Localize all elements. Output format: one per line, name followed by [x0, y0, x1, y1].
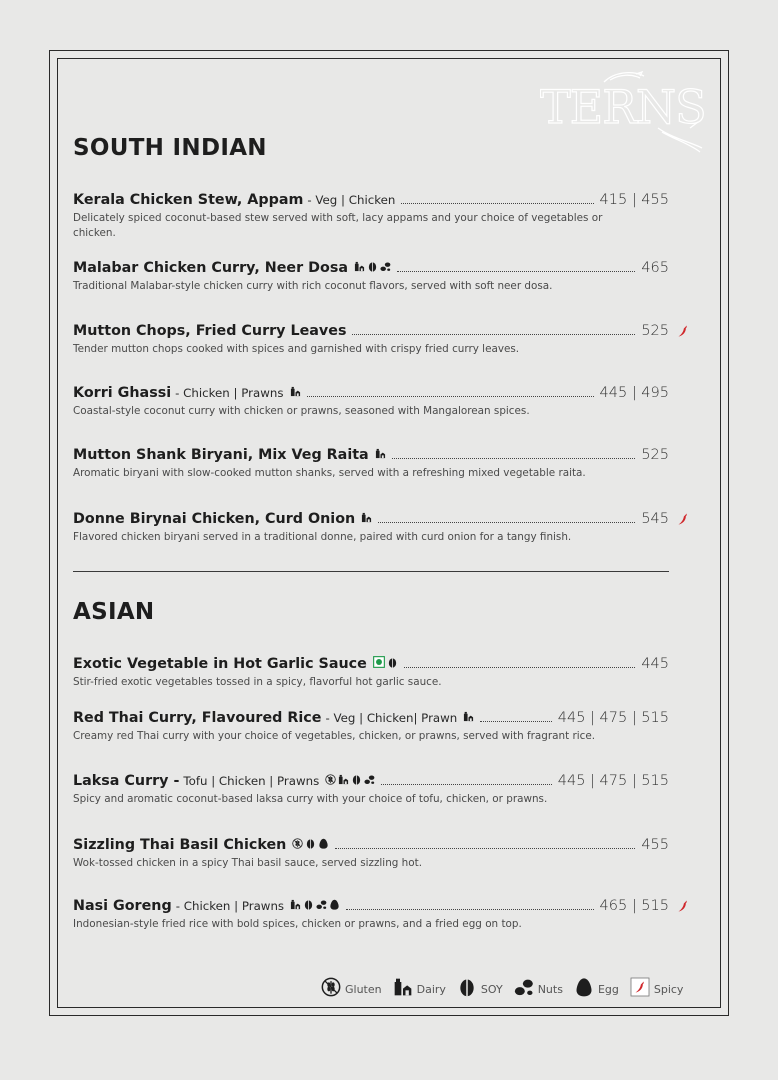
dish-description: Tender mutton chops cooked with spices and garnished with crispy fried curry leaves.: [73, 343, 520, 355]
allergen-icons: [290, 383, 301, 403]
dish-description: Spicy and aromatic coconut-based laksa curry with your choice of tofu, chicken, or prawns.: [73, 793, 548, 805]
allergen-icons: [292, 835, 329, 855]
menu-item: [73, 706, 669, 744]
menu-item-row: [73, 706, 669, 728]
menu-item-row: [73, 188, 669, 210]
dish-description: Traditional Malabar-style chicken curry with rich coconut flavors, served with soft neer dosa.: [73, 280, 553, 292]
legend-label: SOY: [480, 982, 503, 996]
dish-options: - Chicken | Prawns: [175, 386, 284, 400]
veg-icon: [373, 656, 385, 668]
soy-icon: [305, 838, 316, 849]
dish-name: Laksa Curry -: [73, 773, 180, 789]
section-title: SOUTH INDIAN: [73, 135, 267, 161]
dotted-leader: [378, 522, 635, 523]
menu-item-row: [73, 381, 669, 403]
dish-name: Mutton Shank Biryani, Mix Veg Raita: [73, 447, 369, 463]
menu-item: [73, 894, 669, 932]
dish-description: Creamy red Thai curry with your choice of vegetables, chicken, or prawns, served with fragrant rice.: [73, 730, 596, 742]
dish-description: Aromatic biryani with slow-cooked mutton shanks, served with a refreshing mixed vegetable raita.: [73, 467, 586, 479]
menu-item-row: [73, 256, 669, 278]
dish-name: Kerala Chicken Stew, Appam: [73, 192, 304, 208]
allergen-icons: [290, 896, 340, 916]
dairy-icon: [290, 899, 301, 910]
legend-item-gluten: [321, 977, 382, 1002]
gluten-icon: [325, 774, 336, 785]
menu-item: [73, 443, 669, 481]
menu-item: [73, 256, 669, 294]
dish-options: Tofu | Chicken | Prawns: [183, 774, 320, 788]
section-title: ASIAN: [73, 599, 155, 625]
dish-description: Delicately spiced coconut-based stew served with soft, lacy appams and your choice of vegetables or chicken.: [73, 212, 603, 239]
dish-price: 465: [641, 260, 669, 276]
legend-item-spicy: [630, 977, 684, 1002]
dish-name: Red Thai Curry, Flavoured Rice: [73, 710, 322, 726]
egg-icon: [329, 899, 340, 910]
dotted-leader: [404, 667, 635, 668]
spicy-icon: [677, 324, 689, 338]
legend-label: Gluten: [345, 982, 382, 996]
menu-item-row: [73, 507, 669, 529]
dotted-leader: [401, 203, 593, 204]
dish-options: - Veg | Chicken: [307, 193, 396, 207]
dish-description: Flavored chicken biryani served in a traditional donne, paired with curd onion for a tangy finish.: [73, 531, 572, 543]
dairy-icon: [375, 448, 386, 459]
dish-price: 445 | 475 | 515: [557, 710, 669, 726]
allergen-icons: [375, 445, 386, 465]
menu-item: [73, 507, 669, 545]
menu-item: [73, 188, 669, 241]
dish-price: 415 | 455: [599, 192, 669, 208]
dish-description: Wok-tossed chicken in a spicy Thai basil sauce, served sizzling hot.: [73, 857, 422, 869]
dish-price: 525: [641, 447, 669, 463]
allergen-icons: [325, 771, 375, 791]
nuts-icon: [316, 899, 327, 910]
soy-icon: [367, 261, 378, 272]
dish-price: 545: [641, 511, 669, 527]
menu-item-row: [73, 894, 669, 916]
legend-label: Egg: [597, 982, 619, 996]
dish-name: Nasi Goreng: [73, 898, 172, 914]
dotted-leader: [307, 396, 594, 397]
dish-options: - Chicken | Prawns: [175, 899, 285, 913]
dotted-leader: [381, 784, 551, 785]
allergen-icons: [354, 258, 391, 278]
spicy-icon: [677, 512, 689, 526]
soy-icon: [351, 774, 362, 785]
menu-item-row: [73, 443, 669, 465]
dairy-icon: [393, 977, 413, 1002]
allergen-icons: [463, 708, 474, 728]
soy-icon: [457, 977, 477, 1002]
allergen-icons: [361, 509, 372, 529]
dish-description: Coastal-style coconut curry with chicken or prawns, seasoned with Mangalorean spices.: [73, 405, 530, 417]
dish-name: Korri Ghassi: [73, 385, 172, 401]
dairy-icon: [290, 386, 301, 397]
egg-icon: [318, 838, 329, 849]
dish-price: 455: [641, 837, 669, 853]
dish-name: Donne Birynai Chicken, Curd Onion: [73, 511, 356, 527]
dotted-leader: [346, 909, 593, 910]
dotted-leader: [335, 848, 635, 849]
menu-item-row: [73, 833, 669, 855]
dish-price: 445: [641, 656, 669, 672]
dotted-leader: [480, 721, 551, 722]
legend-label: Spicy: [653, 982, 684, 996]
terns-logo: [540, 68, 706, 154]
menu-item: [73, 319, 669, 357]
legend-label: Dairy: [416, 982, 446, 996]
menu-item: [73, 652, 669, 690]
dairy-icon: [361, 512, 372, 523]
soy-icon: [303, 899, 314, 910]
legend-item-soy: [457, 977, 503, 1002]
dish-description: Stir-fried exotic vegetables tossed in a spicy, flavorful hot garlic sauce.: [73, 676, 442, 688]
dish-price: 445 | 475 | 515: [557, 773, 669, 789]
legend-label: Nuts: [537, 982, 563, 996]
dairy-icon: [354, 261, 365, 272]
allergen-legend: [321, 977, 694, 1001]
dotted-leader: [397, 271, 635, 272]
dish-name: Sizzling Thai Basil Chicken: [73, 837, 287, 853]
dotted-leader: [352, 334, 635, 335]
egg-icon: [574, 977, 594, 1002]
nuts-icon: [364, 774, 375, 785]
legend-item-dairy: [393, 977, 446, 1002]
nuts-icon: [514, 977, 534, 1002]
dish-description: Indonesian-style fried rice with bold spices, chicken or prawns, and a fried egg on top.: [73, 918, 522, 930]
spicy-icon: [677, 899, 689, 913]
legend-item-egg: [574, 977, 619, 1002]
section-divider: [73, 571, 669, 572]
menu-item-row: [73, 319, 669, 341]
dish-name: Mutton Chops, Fried Curry Leaves: [73, 323, 347, 339]
dotted-leader: [392, 458, 636, 459]
allergen-icons: [373, 654, 398, 674]
dish-price: 445 | 495: [599, 385, 669, 401]
menu-item: [73, 769, 669, 807]
menu-item: [73, 381, 669, 419]
gluten-icon: [292, 838, 303, 849]
legend-item-nuts: [514, 977, 563, 1002]
dish-options: - Veg | Chicken| Prawn: [325, 711, 458, 725]
nuts-icon: [380, 261, 391, 272]
dish-name: Exotic Vegetable in Hot Garlic Sauce: [73, 656, 367, 672]
menu-item-row: [73, 652, 669, 674]
menu-item-row: [73, 769, 669, 791]
dairy-icon: [463, 711, 474, 722]
soy-icon: [387, 657, 398, 668]
svg-text:TERNS: TERNS: [540, 80, 706, 134]
dish-name: Malabar Chicken Curry, Neer Dosa: [73, 260, 348, 276]
dairy-icon: [338, 774, 349, 785]
dish-price: 465 | 515: [599, 898, 669, 914]
spicy-icon: [630, 977, 650, 1002]
menu-item: [73, 833, 669, 871]
dish-price: 525: [641, 323, 669, 339]
gluten-icon: [321, 977, 341, 1002]
